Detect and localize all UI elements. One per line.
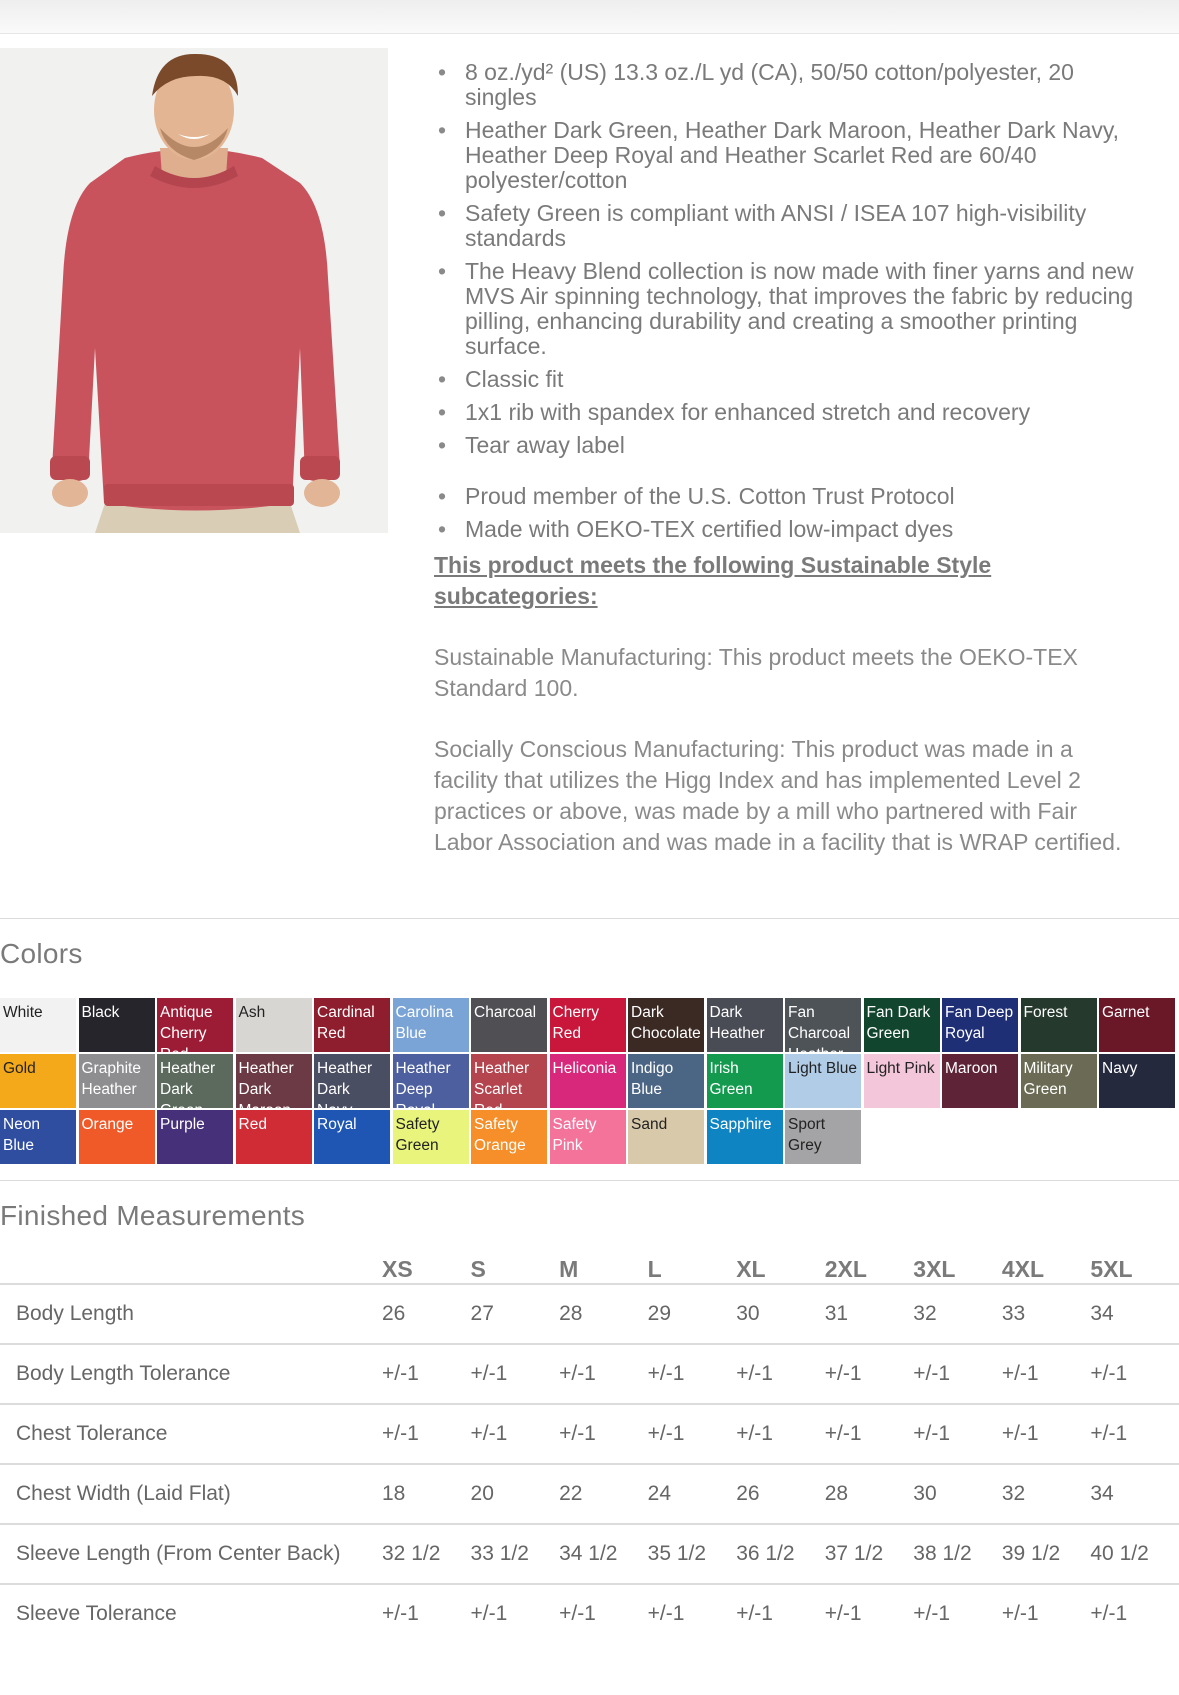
table-row [0,1464,1179,1524]
socially-conscious-text: Socially Conscious Manufacturing: This product was made in a facility that utilizes the Higg Index and has implemented Level 2 practices or above, was made by a mill who partnered with Fair Labor Association and was made in a facility that is WRAP certified. [434,736,1122,855]
color-swatch[interactable] [471,1110,547,1164]
measurement-value: 32 [1002,1464,1091,1524]
color-swatch-label: Red [238,1116,267,1133]
measurement-value: 38 1/2 [913,1524,1002,1584]
feature-bullet: • The Heavy Blend collection is now made with finer yarns and new MVS Air spinning technology, that improves the fabric by reducing pilling, enhancing durability and creating a smoother printing surface. [434,259,1134,359]
measurement-value: +/-1 [825,1584,914,1643]
feature-bullet: • Tear away label [434,433,1134,458]
color-swatch[interactable] [942,998,1018,1052]
sustainability-list [434,484,1134,542]
color-swatch[interactable] [157,1054,233,1108]
color-swatch[interactable] [628,1110,704,1164]
measurement-value: +/-1 [1002,1344,1091,1404]
color-swatch[interactable] [628,998,704,1052]
color-swatch[interactable] [707,1110,783,1164]
color-swatch[interactable] [550,1054,626,1108]
measurement-value: +/-1 [913,1404,1002,1464]
measurement-value: +/-1 [471,1404,560,1464]
measurement-value: +/-1 [1090,1344,1179,1404]
color-swatch-label: Light Blue [788,1060,857,1077]
color-swatch-label: Light Pink [866,1060,935,1077]
measurement-value: 34 [1090,1284,1179,1344]
color-swatch-label: Black [81,1004,120,1021]
measurement-value: +/-1 [471,1584,560,1643]
measurement-value: +/-1 [736,1344,825,1404]
color-swatch[interactable] [393,1054,469,1108]
table-row [0,1404,1179,1464]
color-swatch-label: Dark Heather [709,1004,765,1042]
size-header: 4XL [1001,1256,1045,1282]
color-swatch[interactable] [393,998,469,1052]
size-header: 2XL [824,1256,867,1282]
color-swatch-label: Safety Pink [552,1116,597,1154]
table-row [0,1344,1179,1404]
measurement-value: 32 [913,1284,1002,1344]
size-header: XS [382,1256,413,1282]
color-swatch[interactable] [236,998,312,1052]
measurement-value: 36 1/2 [736,1524,825,1584]
measurement-value: +/-1 [825,1404,914,1464]
color-swatch-label: Maroon [945,1060,998,1077]
table-row [0,1584,1179,1643]
size-header: 5XL [1090,1256,1133,1282]
color-swatch[interactable] [550,1110,626,1164]
color-swatch-label: Antique Cherry [160,1004,213,1042]
measurement-value: +/-1 [559,1584,648,1643]
measurement-value: +/-1 [648,1344,737,1404]
color-swatch-label: Cardinal Red [317,1004,375,1042]
feature-bullet: • Classic fit [434,367,1134,392]
measurement-label: Chest Width (Laid Flat) [0,1464,382,1524]
measurement-value: 30 [736,1284,825,1344]
measurement-label: Sleeve Length (From Center Back) [0,1524,382,1584]
size-chart-table [0,1243,1179,1643]
top-bar [0,0,1179,34]
color-swatch[interactable] [1021,1054,1097,1108]
color-swatch-label: Charcoal [474,1004,537,1021]
color-swatch[interactable] [471,1054,547,1108]
color-swatch-label: Dark Chocolate [631,1004,701,1042]
measurement-value: +/-1 [471,1344,560,1404]
color-swatch[interactable] [314,998,390,1052]
measurement-value: +/-1 [1002,1584,1091,1643]
color-swatch[interactable] [1099,1054,1175,1108]
color-swatch-label: Sport Grey [788,1116,826,1154]
color-swatch[interactable] [942,1054,1018,1108]
measurement-value: 28 [825,1464,914,1524]
color-swatch[interactable] [785,998,861,1052]
colors-title: Colors [0,938,83,969]
feature-bullet: • Proud member of the U.S. Cotton Trust Protocol [434,484,1134,509]
color-swatch-label: Safety Green [395,1116,440,1154]
measurement-value: +/-1 [913,1344,1002,1404]
color-swatch-label: Irish Green [709,1060,753,1098]
measurement-value: 22 [559,1464,648,1524]
measurement-value: +/-1 [1090,1404,1179,1464]
table-row [0,1524,1179,1584]
color-swatch[interactable] [550,998,626,1052]
size-header: M [559,1256,579,1282]
color-swatch-label: Heather Deep [395,1060,451,1098]
color-swatch[interactable] [628,1054,704,1108]
sustainable-manufacturing-text: Sustainable Manufacturing: This product meets the OEKO-TEX Standard 100. [434,644,1078,701]
feature-bullet: • Made with OEKO-TEX certified low-impact dyes [434,517,1134,542]
color-swatch-label: Forest [1023,1004,1068,1021]
color-swatch[interactable] [0,998,76,1052]
color-swatch-label: Fan Dark Green [866,1004,931,1042]
color-swatch-label: Graphite Heather [81,1060,141,1098]
measurement-value: +/-1 [559,1404,648,1464]
color-swatch[interactable] [79,1054,155,1108]
color-swatch[interactable] [314,1054,390,1108]
measurement-value: 27 [471,1284,560,1344]
measurement-value: 39 1/2 [1002,1524,1091,1584]
measurement-value: 31 [825,1284,914,1344]
header-spacer [0,1243,382,1284]
measurement-value: +/-1 [736,1584,825,1643]
size-header: XL [736,1256,766,1282]
color-swatch-label: Fan Deep Royal [945,1004,1014,1042]
color-swatch-label: Purple [160,1116,205,1133]
size-header: 3XL [913,1256,956,1282]
color-swatch-label: Indigo Blue [631,1060,674,1098]
product-photo [0,48,388,533]
color-swatch[interactable] [864,1054,940,1108]
measurement-value: +/-1 [382,1404,471,1464]
color-swatch-label: Orange [81,1116,134,1133]
color-swatch-label: Carolina Blue [395,1004,454,1042]
color-swatch[interactable] [314,1110,390,1164]
measurement-value: 20 [471,1464,560,1524]
color-swatch[interactable] [157,998,233,1052]
measurement-value: 29 [648,1284,737,1344]
measurement-value: 26 [736,1464,825,1524]
measurement-value: +/-1 [648,1584,737,1643]
color-swatch-label: Heather Dark [317,1060,373,1098]
measurement-value: 24 [648,1464,737,1524]
color-swatch-label: Fan Charcoal [788,1004,851,1042]
color-swatch-label: Military Green [1023,1060,1073,1098]
measurement-value: 28 [559,1284,648,1344]
measurement-label: Chest Tolerance [0,1404,382,1464]
measurement-value: +/-1 [382,1584,471,1643]
color-swatch[interactable] [79,1110,155,1164]
color-swatch[interactable] [707,1054,783,1108]
color-swatch[interactable] [393,1110,469,1164]
feature-bullet: • 8 oz./yd² (US) 13.3 oz./L yd (CA), 50/50 cotton/polyester, 20 singles [434,60,1134,110]
color-swatch[interactable] [785,1110,861,1164]
color-swatch-label: Navy [1102,1060,1138,1077]
color-swatch-label: Sand [631,1116,668,1133]
color-swatch-label: Sapphire [709,1116,772,1133]
color-swatch-label: Neon Blue [3,1116,41,1154]
measurement-value: 26 [382,1284,471,1344]
feature-bullet: • Heather Dark Green, Heather Dark Maroon, Heather Dark Navy, Heather Deep Royal and Heather Scarlet Red are 60/40 polyester/cotton [434,118,1134,193]
product-description [434,60,1134,858]
model-sweatshirt-image [0,48,388,533]
color-swatch[interactable] [471,998,547,1052]
sustainable-style-heading: This product meets the following Sustainable Style subcategories: [434,552,992,609]
color-swatch[interactable] [0,1054,76,1108]
measurement-value: +/-1 [736,1404,825,1464]
color-swatch-label: Cherry Red [552,1004,600,1042]
color-swatch[interactable] [864,998,940,1052]
color-swatch-label: Gold [3,1060,36,1077]
measurement-value: +/-1 [382,1344,471,1404]
measurement-value: 35 1/2 [648,1524,737,1584]
feature-bullet: • 1x1 rib with spandex for enhanced stretch and recovery [434,400,1134,425]
size-header-row [0,1243,1179,1284]
measurement-value: +/-1 [1090,1584,1179,1643]
measurement-value: 33 [1002,1284,1091,1344]
color-swatch[interactable] [236,1110,312,1164]
color-swatch[interactable] [236,1054,312,1108]
divider [0,918,1179,919]
measurement-value: 33 1/2 [471,1524,560,1584]
measurement-value: 34 [1090,1464,1179,1524]
color-swatch-label: Safety Orange [474,1116,526,1154]
measurement-label: Sleeve Tolerance [0,1584,382,1643]
color-swatch[interactable] [785,1054,861,1108]
measurement-value: 34 1/2 [559,1524,648,1584]
measurement-value: 18 [382,1464,471,1524]
measurement-value: +/-1 [1002,1404,1091,1464]
measurement-value: +/-1 [559,1344,648,1404]
divider [0,1180,1179,1181]
measurement-value: +/-1 [648,1404,737,1464]
color-swatch[interactable] [1021,998,1097,1052]
table-row [0,1284,1179,1344]
feature-bullet: • Safety Green is compliant with ANSI / ISEA 107 high-visibility standards [434,201,1134,251]
color-swatch-label: Heather Scarlet [474,1060,530,1098]
color-swatch[interactable] [0,1110,76,1164]
measurement-label: Body Length [0,1284,382,1344]
color-swatch-label: Heliconia [552,1060,617,1077]
color-swatch-label: Heather Dark [238,1060,294,1098]
feature-list [434,60,1134,458]
color-swatch-label: White [3,1004,43,1021]
size-header: S [470,1256,486,1282]
measurement-value: 32 1/2 [382,1524,471,1584]
color-swatch[interactable] [707,998,783,1052]
color-swatch[interactable] [79,998,155,1052]
color-swatch[interactable] [157,1110,233,1164]
measurement-value: 40 1/2 [1090,1524,1179,1584]
measurement-value: 37 1/2 [825,1524,914,1584]
color-swatch-label: Royal [317,1116,357,1133]
measurement-value: 30 [913,1464,1002,1524]
color-swatch-label: Heather Dark [160,1060,216,1098]
measurements-title: Finished Measurements [0,1200,306,1231]
color-swatch[interactable] [1099,998,1175,1052]
measurement-value: +/-1 [825,1344,914,1404]
color-swatch-label: Garnet [1102,1004,1150,1021]
measurement-value: +/-1 [913,1584,1002,1643]
size-header: L [647,1256,662,1282]
measurement-label: Body Length Tolerance [0,1344,382,1404]
color-swatch-label: Ash [238,1004,266,1021]
